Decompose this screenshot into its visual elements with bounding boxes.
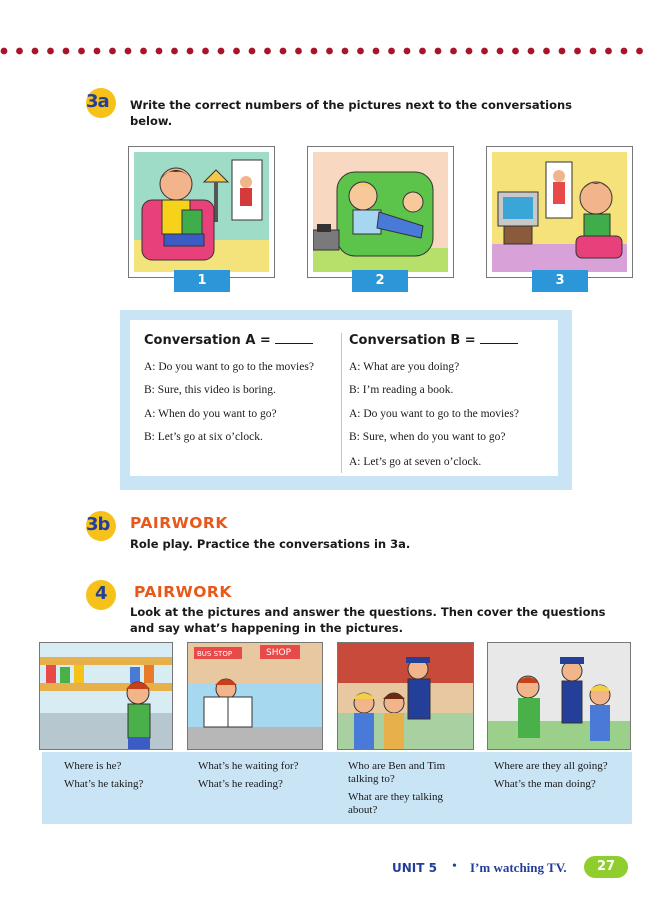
border-dot — [450, 48, 457, 55]
border-dot — [47, 48, 54, 55]
border-dot — [326, 48, 333, 55]
picture-3-number: 3 — [532, 270, 588, 292]
border-dot — [171, 48, 178, 55]
picture-1-number: 1 — [174, 270, 230, 292]
border-dot — [559, 48, 566, 55]
border-dot — [435, 48, 442, 55]
conversation-b-line: A: What are you doing? — [349, 361, 460, 373]
question: What are they talking — [348, 791, 443, 803]
border-dot — [528, 48, 535, 55]
border-dot — [249, 48, 256, 55]
border-dot — [404, 48, 411, 55]
border-dot — [202, 48, 209, 55]
question: What’s he waiting for? — [198, 760, 299, 772]
picture-3 — [486, 146, 633, 278]
boy-in-supermarket-illustration — [40, 643, 172, 749]
border-dot — [218, 48, 225, 55]
border-dot — [466, 48, 473, 55]
conversation-divider — [341, 333, 342, 473]
picture-2-number: 2 — [352, 270, 408, 292]
border-dot — [481, 48, 488, 55]
border-dot — [156, 48, 163, 55]
border-dot — [388, 48, 395, 55]
bus-stop-sign: BUS STOP — [197, 650, 233, 658]
border-dot — [543, 48, 550, 55]
footer-unit: UNIT 5 — [392, 861, 437, 875]
border-dot — [1, 48, 8, 55]
family-watching-tv-illustration — [492, 152, 627, 272]
boy-reading-newspaper-at-bus-stop-illustration — [188, 643, 322, 749]
footer-bullet: • — [452, 859, 457, 874]
footer-title: I’m watching TV. — [470, 860, 567, 875]
conversation-a-line: A: Do you want to go to the movies? — [144, 361, 314, 373]
question: What’s he taking? — [64, 778, 144, 790]
section-3a-instruction: Write the correct numbers of the pictures next to the conversations below. — [130, 98, 573, 128]
border-dot — [16, 48, 23, 55]
border-dot — [621, 48, 628, 55]
section-4-heading: PAIRWORK — [134, 583, 232, 601]
border-dot — [419, 48, 426, 55]
shop-sign: SHOP — [266, 648, 291, 658]
border-dot — [512, 48, 519, 55]
border-dot — [497, 48, 504, 55]
picture-4-1 — [39, 642, 173, 750]
question: What’s the man doing? — [494, 778, 596, 790]
border-dot — [140, 48, 147, 55]
conversation-a-answer-blank[interactable] — [275, 334, 313, 344]
conversation-a-line: B: Let’s go at six o’clock. — [144, 431, 263, 443]
conversation-a-line: B: Sure, this video is boring. — [144, 384, 276, 396]
picture-4-4 — [487, 642, 631, 750]
conversation-a-line: A: When do you want to go? — [144, 408, 277, 420]
question: Who are Ben and Tim — [348, 760, 446, 772]
picture-4-2 — [187, 642, 323, 750]
conversation-a-title: Conversation A = — [144, 333, 313, 348]
conversation-b-line: B: Sure, when do you want to go? — [349, 431, 506, 443]
border-dot — [187, 48, 194, 55]
border-dot — [295, 48, 302, 55]
border-dot — [233, 48, 240, 55]
border-dot — [63, 48, 70, 55]
picture-4-3 — [337, 642, 474, 750]
border-dot — [125, 48, 132, 55]
conversation-b-line: A: Let’s go at seven o’clock. — [349, 456, 482, 468]
section-4-number: 4 — [95, 583, 107, 604]
question: about? — [348, 804, 378, 816]
border-dot — [605, 48, 612, 55]
border-dot — [32, 48, 39, 55]
border-dot — [590, 48, 597, 55]
conversation-b-line: A: Do you want to go to the movies? — [349, 408, 519, 420]
border-dot — [311, 48, 318, 55]
section-3b-instruction: Role play. Practice the conversations in 3a. — [130, 537, 411, 551]
picture-1 — [128, 146, 275, 278]
people-walking-with-police-officer-illustration — [488, 643, 630, 749]
section-3a-number: 3a — [86, 91, 109, 112]
conversation-b-line: B: I’m reading a book. — [349, 384, 454, 396]
border-dot — [342, 48, 349, 55]
border-dot — [109, 48, 116, 55]
border-dot — [280, 48, 287, 55]
conversation-b-answer-blank[interactable] — [480, 334, 518, 344]
question: What’s he reading? — [198, 778, 283, 790]
question: talking to? — [348, 773, 395, 785]
boy-reading-book-illustration — [134, 152, 269, 272]
section-4-instruction: Look at the pictures and answer the questions. Then cover the questions and say what’s happening in the pictures. — [130, 605, 606, 635]
picture-2 — [307, 146, 454, 278]
border-dot — [636, 48, 643, 55]
dotted-border — [0, 44, 650, 58]
border-dot — [373, 48, 380, 55]
section-3b-number: 3b — [86, 514, 110, 535]
border-dot — [574, 48, 581, 55]
boys-talking-to-police-officer-illustration — [338, 643, 473, 749]
border-dot — [78, 48, 85, 55]
section-3b-heading: PAIRWORK — [130, 514, 228, 532]
page-number: 27 — [584, 856, 628, 878]
border-dot — [357, 48, 364, 55]
girl-on-phone-illustration — [313, 152, 448, 272]
border-dot — [94, 48, 101, 55]
question: Where are they all going? — [494, 760, 608, 772]
conversation-b-title: Conversation B = — [349, 333, 518, 348]
question: Where is he? — [64, 760, 122, 772]
border-dot — [264, 48, 271, 55]
